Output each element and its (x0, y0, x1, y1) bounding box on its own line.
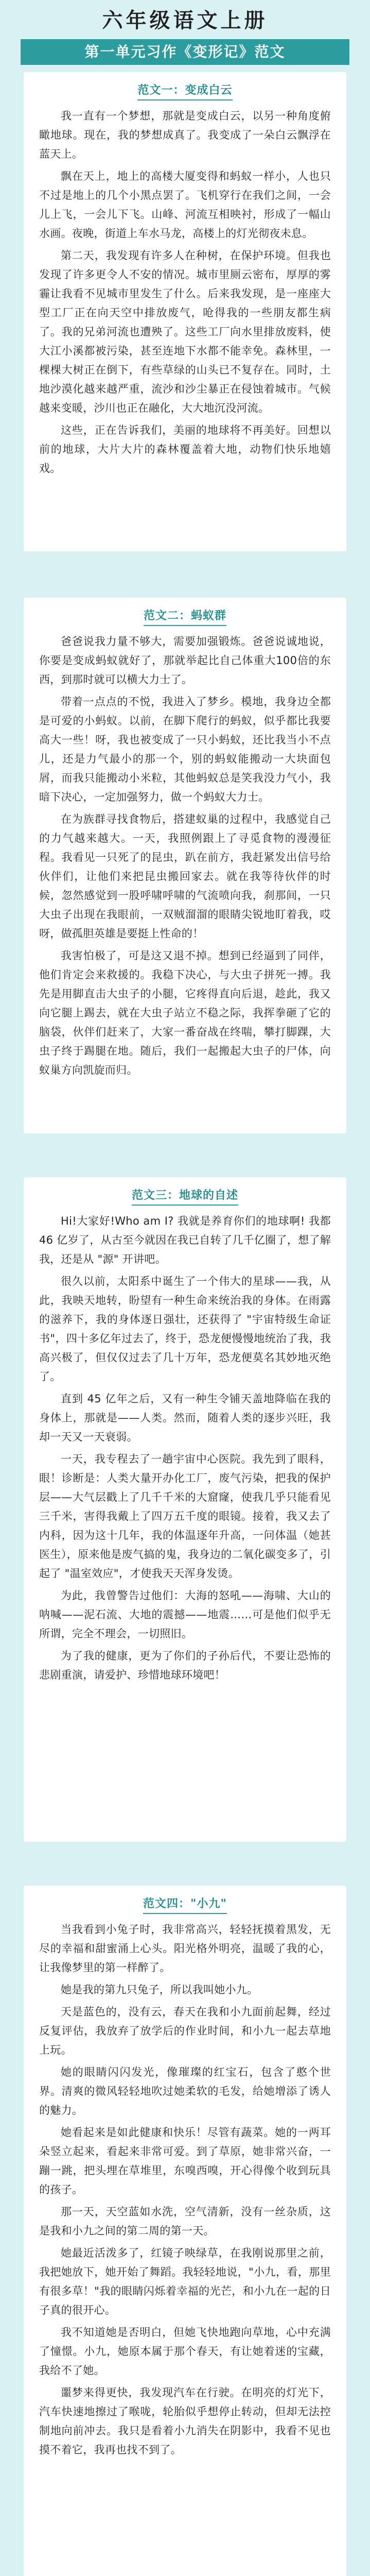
essay-paragraph: 我一直有一个梦想，那就是变成白云，以另一种角度俯瞰地球。现在，我的梦想成真了。我变成了一朵白云飘浮在蓝天上。 (39, 110, 331, 160)
essay-paragraph: Hi!大家好!Who am I? 我就是养育你们的地球啊! 我都 46 亿岁了，从古至今就因在我已自转了几千亿圈了，想了解我，还是从 "源" 开讲吧。 (39, 1215, 331, 1265)
essay-title: 范文四："小九" (143, 1895, 227, 1914)
essay-paragraph: 她的眼睛闪闪发光，像璀璨的红宝石，包含了憨个世界。清爽的微风轻轻地吹过她柔软的毛发，给她增添了诱人的魅力。 (39, 2066, 331, 2116)
essay-card-3 (24, 1177, 346, 1842)
essay-paragraph: 爸爸说我力量不够大，需要加强锻炼。爸爸说诚地说，你要是变成蚂蚁就好了，那就举起比自己体重大100倍的东西，到那时就可以横大力士了。 (39, 635, 331, 686)
essay-paragraph: 第二天，我发现有许多人在种树，在保护环境。但我也发现了许多更令人不安的情况。城市里厕云密布，厚厚的雾霾让我看不见城市里发生了什么。后来我发现，是一座座大型工厂正在向天空中排放废气，呛得我的一些朋友都生病了。我的兄弟河流也遭殃了。这些工厂向水里排放废料，使大江小溪都被污染，甚至连地下水都不能幸免。森林里，一棵棵大树正在倒下，有些草绿的山头已不复存在。同时，土地沙漠化越来越严重，流沙和沙尘暴正在侵蚀着城市。气候越来变暖，沙川也正在融化，大大地沉没河流。 (39, 249, 331, 414)
subtitle-banner: 第一单元习作《变形记》范文 (21, 39, 349, 65)
essay-paragraph: 天是蓝色的，没有云，春天在我和小九面前起舞，经过反复评估，我放弃了放学后的作业时间，和小九一起去草地上玩。 (39, 2006, 331, 2056)
essay-title: 范文二：蚂蚁群 (144, 607, 226, 626)
essay-paragraph: 她看起来是如此健康和快乐！尽管有蔬菜。她的一两耳朵竖立起来，看起来非常可爱。到了草原，她非常兴奋，一蹦一跳，把头埋在草堆里，东嗅西嗅，开心得像个收到玩具的孩子。 (39, 2126, 331, 2196)
page-title: 六年级语文上册 (102, 8, 268, 32)
essay-paragraph: 那一天，天空蓝如水洗，空气清新，没有一丝杂质，这是我和小九之间的第二周的第一天。 (39, 2206, 331, 2237)
essay-card-2 (24, 598, 346, 1133)
essay-paragraph: 她是我的第九只兔子，所以我叫她小九。 (61, 1984, 258, 1996)
essay-paragraph: 为了我的健康，更为了你们的子孙后代，不要让恐怖的悲剧重演，请爱护、珍惜地球环境吧！ (39, 1650, 331, 1681)
essay-paragraph: 在为族群寻找食物后，搭建蚁巢的过程中，我感觉自己的力气越来越大。一天，我照例跟上了寻觅食物的漫漫征程。我看见一只死了的昆虫，趴在前方，我赶紧发出信号给伙伴们，让他们来把昆虫搬回家去。就在我等待伙伴的时候，忽然感觉到一股呼啸呼啸的气流喷向我，刹那间，一只大虫子出现在我眼前，一双贼溜溜的眼睛尖锐地盯着我，哎呀，做孤胆英雄是要挺上性命的！ (39, 813, 331, 940)
essay-paragraph: 我害怕极了，可是这又退不掉。想到已经逼到了同伴，他们肯定会来救援的。我稳下决心，与大虫子拼死一搏。我先是用脚直击大虫子的小腿，它疼得直向后退，趁此，我又向它腿上踢去，就在大虫子站立不稳之际，我挥拳砸了它的脑袋，伙伴们赶来了，大家一番奋战在终喘，攀打脚踝，大虫子终于踢腿在地。随后，我们一起搬起大虫子的尸体，向蚁巢方向凯旋而归。 (39, 950, 331, 1076)
essay-paragraph: 直到 45 亿年之后，又有一种生令铺天盖地降临在我的身体上，那就是——人类。然而，随着人类的逐步兴旺，我却一天又一天衰弱。 (39, 1393, 331, 1443)
essay-header (39, 1886, 331, 1918)
essay-paragraph: 噩梦来得更快，我发现汽车在行驶。在明亮的灯光下，汽车快速地擦过了喉咙，轮胎似乎想停止转动，但却无法控制地向前冲去。我只是看着小九消失在阴影中，我看不见也摸不着它，我再也找不到了。 (39, 2386, 331, 2456)
essay-header (39, 72, 331, 105)
essay-header (39, 1177, 331, 1210)
essay-title: 范文一：变成白云 (137, 81, 232, 100)
essay-paragraph: 为此，我曾警告过他们：大海的怒吼——海啸、大山的呐喊——泥石流、大地的震撼——地震……可是他们似乎无所谓，完全不理会，一切照旧。 (39, 1589, 331, 1640)
essay-header (39, 598, 331, 630)
essay-paragraph: 带着一点点的不悦，我进入了梦乡。模地，我身边全都是可爱的小蚂蚁。以前，在脚下爬行的蚂蚁，似乎都比我要高大一些！呀，我也被变成了一只小蚂蚁，还比我当小不点儿，还是力气最小的那一个，别的蚂蚁能搬动一大块面包屑，而我只能搬动小米粒，其他蚂蚁总是笑我没力气小，我暗下决心，一定加强努力，做一个蚂蚁大力士。 (39, 696, 331, 803)
essay-paragraph: 当我看到小兔子时，我非常高兴，轻轻抚摸着黑发，无尽的幸福和甜蜜涌上心头。阳光格外明亮，温暖了我的心，让我像梦里的第一样醉了。 (39, 1923, 331, 1974)
essay-card-1 (24, 72, 346, 551)
essay-paragraph: 很久以前，太阳系中诞生了一个伟大的星球——我，从此，我映天地转，盼望有一种生命来统治我的身体。在雨露的滋养下，我的身体逐日强壮，还获得了 "宇宙特级生命证书"，四十多亿年过去了，终于，恐龙便慢慢地统治了我，我高兴极了，但仅仅过去了几十万年，恐龙便莫名其妙地灭绝了。 (39, 1275, 331, 1383)
essay-title: 范文三：地球的自述 (132, 1187, 238, 1206)
essay-card-4 (24, 1886, 346, 2576)
essay-paragraph: 这些，正在告诉我们，美丽的地球将不再美好。回想以前的地球，大片大片的森林覆盖着大地，动物们快乐地嬉戏。 (39, 424, 331, 474)
essay-paragraph: 一天，我专程去了一趟宇宙中心医院。我先到了眼科，眼！诊断是：人类大量开办化工厂，废气污染，把我的保护层——大气层戳上了几千千米的大窟窿，使我几乎只能看见三千米，害得我戴上了四万五千度的眼镜。接着，我又去了内科，因为这十几年，我的体温逐年升高，一问体温（她甚医生），原来他是废气搞的鬼，我身边的二氧化碳变多了，引起了 "温室效应"，才使我天天浑身发烫。 (39, 1453, 331, 1580)
essay-paragraph: 飘在天上，地上的高楼大厦变得和蚂蚁一样小，人也只不过是地上的几个小黑点罢了。飞机穿行在我们之间，一会儿上飞，一会儿下飞。山峰、河流互相映衬，形成了一幅山水画。夜晚，街道上车水马龙，高楼上的灯光彻夜未息。 (39, 170, 331, 240)
essay-paragraph: 她最近活泼多了，红镜子映绿草，在我刚说那里之前，我把她放下，她开始了舞蹈。我轻轻地说，"小九，看，那里有很多草！"我的眼睛闪烁着幸福的光芒，和小九在一起的日子真的很开心。 (39, 2247, 331, 2316)
essay-paragraph: 我不知道她是否明白，但她飞快地跑向草地，心中充满了憧憬。小九，她原本属于那个春天，有让她着迷的宝藏，我给不了她。 (39, 2326, 331, 2377)
